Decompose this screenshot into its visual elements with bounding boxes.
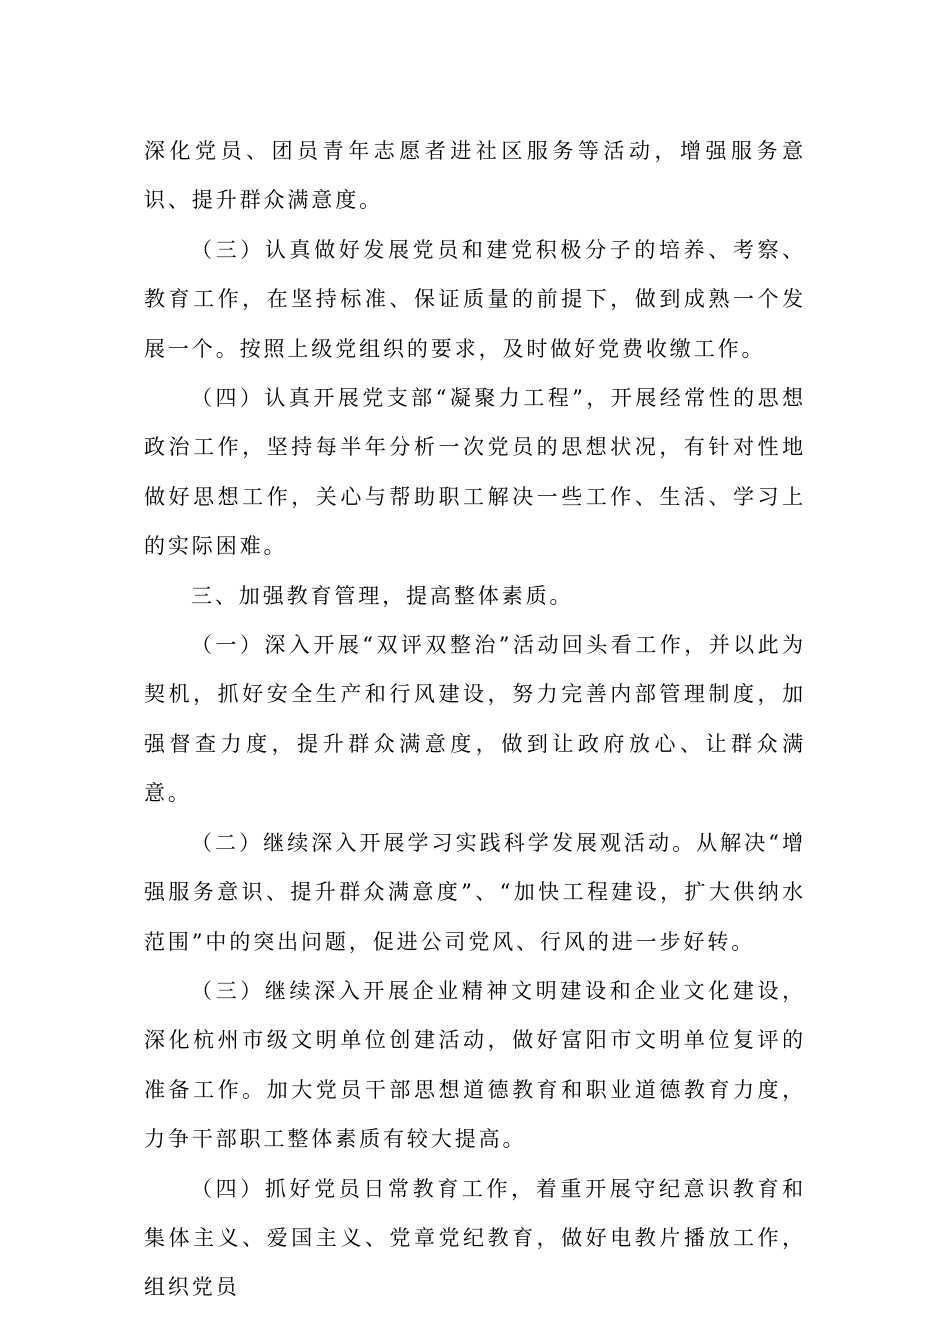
document-body [144,127,806,1313]
paragraph-item-4b: （四）抓好党员日常教育工作，着重开展守纪意识教育和集体主义、爱国主义、党章党纪教育，做好电教片播放工作，组织党员 [144,1176,806,1300]
paragraph-item-3: （三）认真做好发展党员和建党积极分子的培养、考察、教育工作，在坚持标准、保证质量的前提下，做到成熟一个发展一个。按照上级党组织的要求，及时做好党费收缴工作。 [144,237,806,361]
section-heading-3: 三、加强教育管理，提高整体素质。 [191,583,574,608]
paragraph-item-2: （二）继续深入开展学习实践科学发展观活动。从解决“增强服务意识、提升群众满意度”、“加快工程建设，扩大供纳水范围”中的突出问题，促进公司党风、行风的进一步好转。 [144,830,806,954]
paragraph-item-3b: （三）继续深入开展企业精神文明建设和企业文化建设，深化杭州市级文明单位创建活动，做好富阳市文明单位复评的准备工作。加大党员干部思想道德教育和职业道德教育力度，力争干部职工整体素质有较大提高。 [144,978,806,1152]
paragraph-continuation: 深化党员、团员青年志愿者进社区服务等活动，增强服务意识、提升群众满意度。 [144,139,806,213]
paragraph-item-4: （四）认真开展党支部“凝聚力工程”，开展经常性的思想政治工作，坚持每半年分析一次党员的思想状况，有针对性地做好思想工作，关心与帮助职工解决一些工作、生活、学习上的实际困难。 [144,386,806,559]
paragraph-item-1: （一）深入开展“双评双整治”活动回头看工作，并以此为契机，抓好安全生产和行风建设，努力完善内部管理制度，加强督查力度，提升群众满意度，做到让政府放心、让群众满意。 [144,633,806,806]
